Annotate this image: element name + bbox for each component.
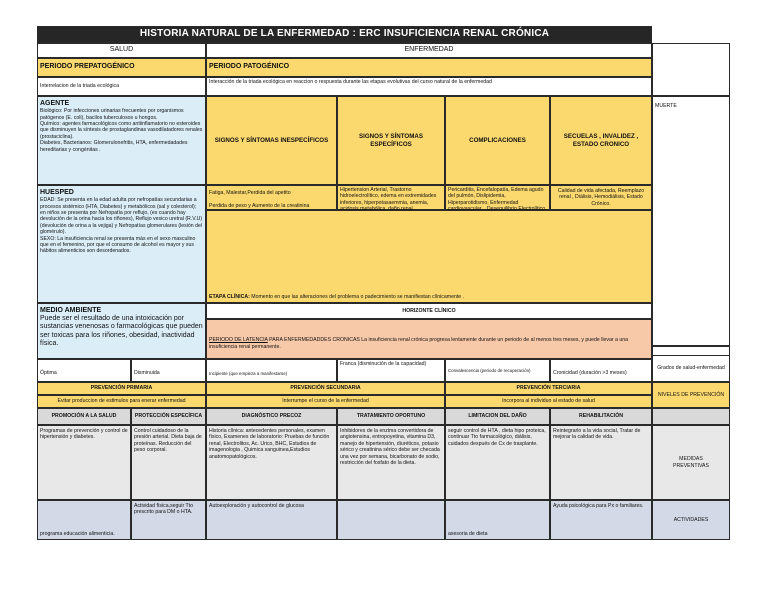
prepatogenico-subtitle: Interrelacion de la triada ecológica	[37, 77, 206, 96]
head-rehabilitacion: REHABILITACIÓN	[550, 408, 652, 425]
head-diagnostico: DIAGNÓSTICO PRECOZ	[206, 408, 337, 425]
muerte-label: MUERTE	[655, 103, 677, 109]
page-title: HISTORIA NATURAL DE LA ENFERMEDAD : ERC INSUFICIENCIA RENAL CRÓNICA	[37, 26, 652, 43]
agente-cell	[37, 96, 206, 185]
head-limitacion: LIMITACION DEL DAÑO	[445, 408, 550, 425]
enfermedad-header: ENFERMEDAD	[206, 43, 652, 58]
agente-text: Biológico: Por infecciones urinarias frecuentes por organismos patógenos (E. coli), bacilos tuberculosos u hongos. Químico: agentes farmacológicos como antiinflamatorio no esteroides que disminuyen la síntesis de prostaglandinas vasodilatadores renales (prostaciclina). Diabetes, Bacterianos: Glomerulonefritis, HTA, enfermedadades hereditarias y congénitas .	[40, 108, 203, 153]
cell-signos-especificos: Hipertension Arterial, Trastorno hidroelectrolítico, edema en extremidades inferiores, hiperpotasaemmia, anemia,	[337, 185, 445, 210]
right-column-blank	[652, 43, 730, 96]
medida-rehabilitacion: Reintegrarlo a la vida social, Tratar de mejorar la calidad de vida.	[550, 425, 652, 500]
actividad-diagnostico: Autoexploración y autocontrol de glucosa	[206, 500, 337, 540]
horizonte-clinico: HORIZONTE CLÍNICO	[206, 303, 652, 319]
etapa-clinica-label: ETAPA CLÍNICA:	[209, 293, 250, 300]
col-secuelas: SECUELAS , INVALIDEZ , ESTADO CRONICO	[550, 96, 652, 185]
prepatogenico-title: PERIODO PREPATOGÉNICO	[37, 58, 206, 77]
latencia-label: PERIODO DE LATENCIA	[209, 337, 268, 344]
actividad-proteccion: Actividad física,seguir Tto prescrito para DM o HTA.	[131, 500, 206, 540]
grado-incipiente: Incipiente (que empieza a manifestarse)	[206, 359, 337, 382]
huesped-cell	[37, 185, 206, 303]
head-promocion: PROMOCIÓN A LA SALUD	[37, 408, 131, 425]
agente-title: AGENTE	[40, 100, 70, 107]
grados-label: Grados de salud-enfermedad	[652, 355, 730, 382]
muerte-cell	[652, 96, 730, 346]
patogenico-subtitle: Interacción de la triada ecológica en reaccion o respuesta durante las etapas evolutivas del curso natural de la enfermedad	[206, 77, 652, 96]
medidas-preventivas-label: MEDIDAS PREVENTIVAS	[652, 425, 730, 500]
head-blank-right	[652, 408, 730, 425]
actividad-tratamiento	[337, 500, 445, 540]
col-signos-especificos: SIGNOS Y SÍNTOMAS ESPECÍFICOS	[337, 96, 445, 185]
grado-franca: Franca (disminución de la capacidad)	[337, 359, 445, 382]
huesped-title: HUESPED	[40, 189, 74, 196]
cell-complicaciones: Pericarditis, Encefalopatía, Edema agudo del pulmón, Dislipidemia, Hiperparotidismo, Enfermedad	[445, 185, 550, 210]
grado-cronicidad: Cronicidad (duración >3 meses)	[550, 359, 652, 382]
cell-signos-inespecificos: Fatiga, Malestar,Perdida del apetito Perdida de peso y Aumento de la creatinina	[206, 185, 337, 210]
grado-convalecencia: Convalescencia (periodo de recuperación)	[445, 359, 550, 382]
head-tratamiento: TRATAMIENTO OPORTUNO	[337, 408, 445, 425]
medida-tratamiento: Inhibidores de la enzima convertidora de angiotensina, entropoyetina, vitamina D3, manejo de hipertensión, diuréticos, potasio sérico y creatinina sérico debe ser checada una vez por semana, bicarbonato de sodio, restricción del fosfato de la dieta.	[337, 425, 445, 500]
etapa-clinica-text: Momento en que las alteraciones del problema o padecimiento se manifiestan clínicamente .	[249, 293, 465, 300]
etapa-clinica	[206, 210, 652, 303]
prevencion-primaria: PREVENCIÓN PRIMARIA	[37, 382, 206, 395]
prevencion-terciaria-sub: Incorpora al individuo al estado de salud	[445, 395, 652, 408]
grado-disminuida: Disminuida	[131, 359, 206, 382]
grado-optima: Óptima	[37, 359, 131, 382]
medida-promocion: Programas de prevención y control de hipertensión y diabetes.	[37, 425, 131, 500]
col-signos-inespecificos: SIGNOS Y SÍNTOMAS INESPECÍFICOS	[206, 96, 337, 185]
huesped-text: EDAD: Se presenta en la edad adulta por nefropatías secundarias a procesos sistémico (HTA, Diabetes) y metabólicos (sal y colesterol); en niños se presenta por Nefropatía por reflujo, (es cuando hay devolución de la orina hacia los riñones), Reflujo vesico uretral (R.V.U) (devolución de orina a la vejiga) y Nefropatías glomerulares (lesión del glomérulo). SEXO: La insuficiencia renal se presenta más en el sexo masculino que en el femenino, por que el consumo de alcohol es mayor y sus hábitos alimenticios son desordenados.	[40, 197, 203, 255]
medida-diagnostico: Historia clínica: antecedentes personales, examen físico, Examenes de laboratorio: Pruebas de función renal, Electrolitos, Ac. Urico, BHC, Estudios de imagenologia , Quimica sanguinea,Estudios anatomopatológicos.	[206, 425, 337, 500]
medida-limitacion: seguir control de HTA , dieta hipo proteica, continuar Tto farmacológico, diálisis, cuidados después de Cx de trasplante.	[445, 425, 550, 500]
cell-secuelas: Calidad de vida afectada, Reemplazo renal , Diálisis, Hemodiálisis, Estado Crónico.	[550, 185, 652, 210]
salud-header: SALUD	[37, 43, 206, 58]
actividad-rehabilitacion: Ayuda psicológica para Px o familiares.	[550, 500, 652, 540]
actividad-promocion: programa educación alimenticia.	[37, 500, 131, 540]
prevencion-secundaria: PREVENCIÓN SECUNDARIA	[206, 382, 445, 395]
col-complicaciones: COMPLICACIONES	[445, 96, 550, 185]
actividad-limitacion: asesoria de dieta	[445, 500, 550, 540]
medio-title: MEDIO AMBIENTE	[40, 307, 102, 314]
prevencion-terciaria: PREVENCIÓN TERCIARIA	[445, 382, 652, 395]
medio-text: Puede ser el resultado de una intoxicación por sustancias venenosas o farmacológicas que pueden ser toxicas para los riñones, obesidad, inactividad física.	[40, 315, 203, 347]
niveles-prevencion: NIVELES DE PREVENCIÓN	[652, 382, 730, 408]
prevencion-secundaria-sub: Interrumpe el curso de la enfermedad	[206, 395, 445, 408]
medio-ambiente-cell	[37, 303, 206, 359]
latencia-text: PARA ENFERMEDADDES CRONICAS La insuficiencia renal crónica progresa lentamente durante un periodo de al menos tres meses, y puede llevar a una insuficiencia renal permanente.	[209, 337, 629, 350]
medida-proteccion: Control cuidadoso de la presión arterial. Dieta baja de proteínas. Reducción del peso corporal.	[131, 425, 206, 500]
prevencion-primaria-sub: Evitar produccion de estimulos para enerar enfermedad	[37, 395, 206, 408]
head-proteccion: PROTECCIÓN ESPECÍFICA	[131, 408, 206, 425]
actividades-label: ACTIVIDADES	[652, 500, 730, 540]
patogenico-title: PERIODO PATOGÉNICO	[206, 58, 652, 77]
periodo-latencia	[206, 319, 652, 359]
